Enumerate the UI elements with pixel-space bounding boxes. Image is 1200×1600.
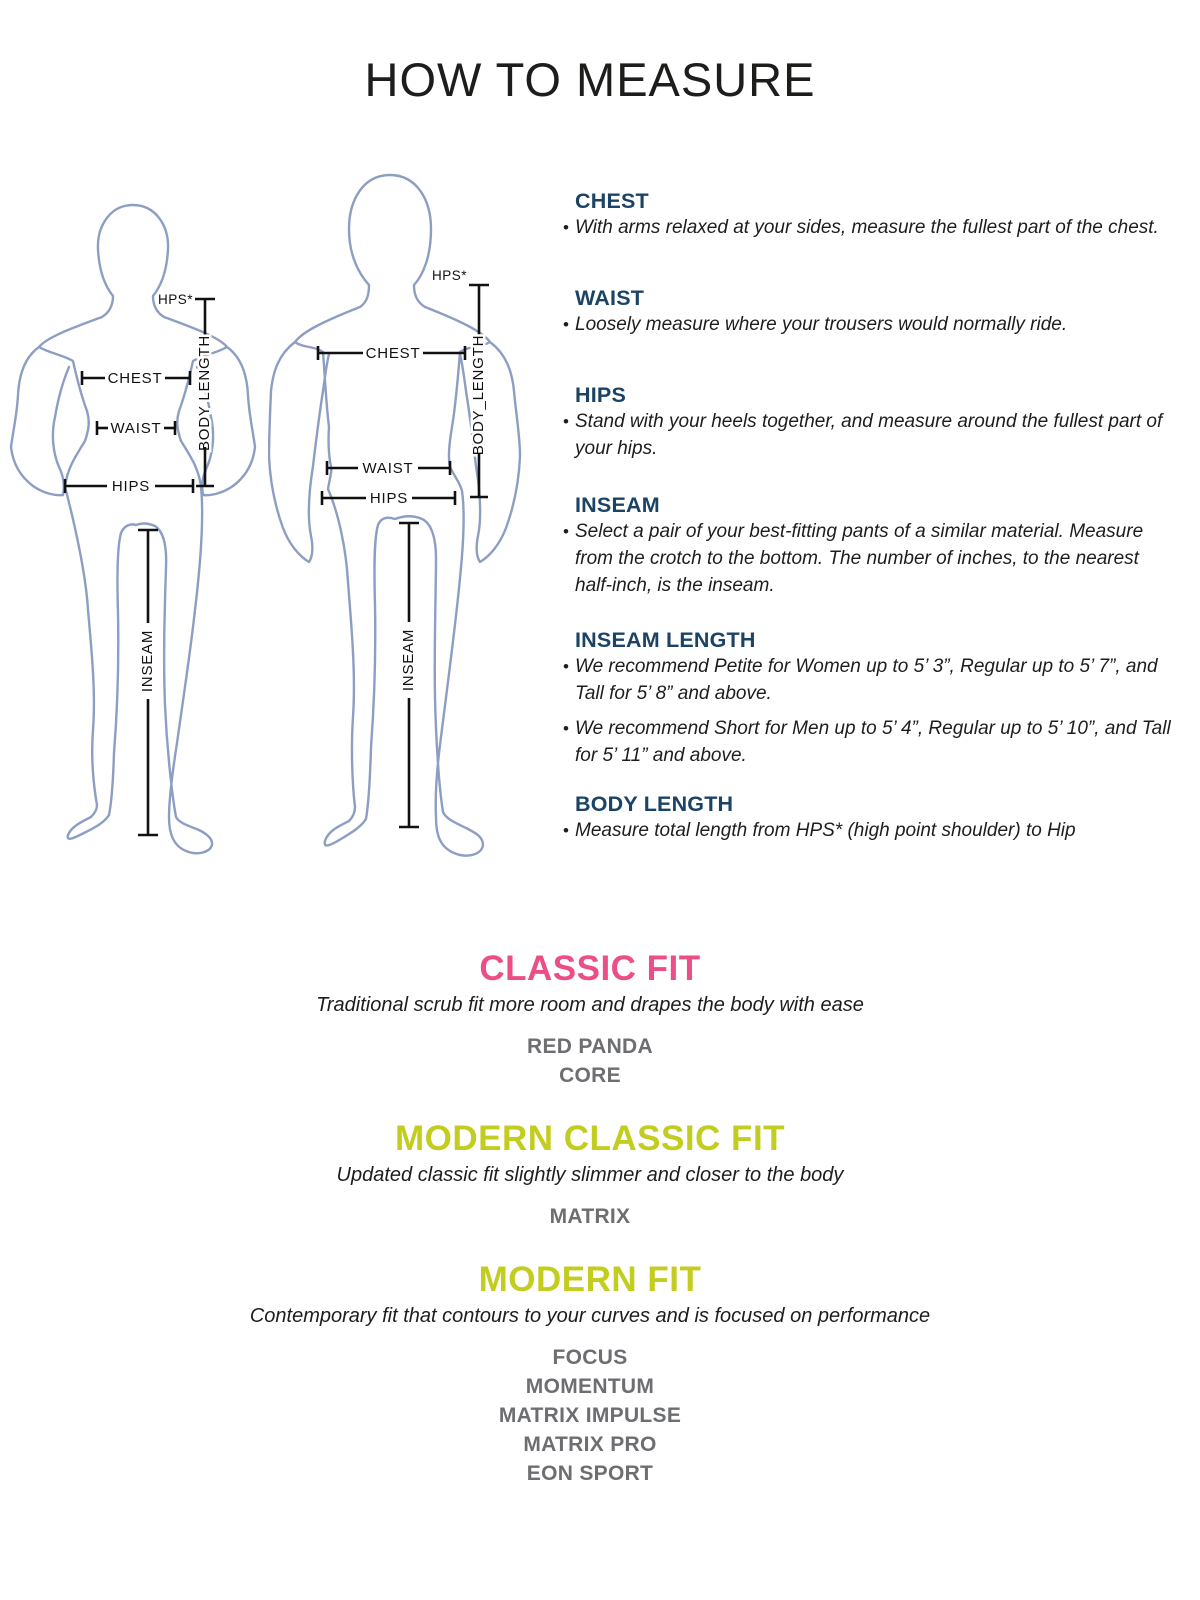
product-name: MOMENTUM: [525, 1375, 655, 1398]
section-heading-inseam-length: INSEAM LENGTH: [575, 628, 756, 652]
bullet-icon: •: [563, 522, 569, 541]
male-inseam-label: INSEAM: [399, 628, 417, 692]
instruction-text: Measure total length from HPS* (high point shoulder) to Hip: [575, 820, 1076, 841]
male-bodylength-label: BODY_LENGTH: [469, 334, 487, 456]
product-name: FOCUS: [552, 1346, 628, 1369]
product-name: MATRIX: [549, 1205, 631, 1228]
section-heading-body-length: BODY LENGTH: [575, 792, 734, 816]
fit-name-modern-classic: MODERN CLASSIC FIT: [394, 1119, 786, 1158]
instruction-bullet: [563, 817, 1175, 844]
instruction-text: We recommend Short for Men up to 5’ 4”, Regular up to 5’ 10”, and Tall for 5’ 11” and above.: [575, 718, 1171, 766]
instruction-bullet: [563, 518, 1175, 599]
section-heading-hips: HIPS: [575, 383, 626, 407]
instruction-section-waist: [563, 285, 1175, 338]
bullet-icon: •: [563, 657, 569, 676]
fit-name-classic: CLASSIC FIT: [479, 949, 701, 988]
female-left-arm-outline: [11, 347, 69, 495]
product-name: MATRIX IMPULSE: [498, 1404, 682, 1427]
fit-block-modern: [0, 1259, 1180, 1488]
fit-products-modern-classic: [0, 1202, 1180, 1231]
instruction-bullet: [563, 653, 1175, 707]
fit-name-modern: MODERN FIT: [478, 1260, 702, 1299]
fit-description-modern: Contemporary fit that contours to your curves and is focused on performance: [249, 1305, 931, 1327]
instruction-bullet: [563, 311, 1175, 338]
female-waist-label: WAIST: [110, 420, 162, 437]
bullet-icon: •: [563, 719, 569, 738]
male-chest-label: CHEST: [365, 345, 421, 362]
fit-products-modern: [0, 1343, 1180, 1488]
instruction-section-chest: [563, 188, 1175, 241]
page-title: HOW TO MEASURE: [364, 53, 816, 106]
fit-block-classic: [0, 948, 1180, 1090]
product-name: RED PANDA: [527, 1035, 653, 1058]
instruction-section-inseam: [563, 492, 1175, 599]
bullet-icon: •: [563, 315, 569, 334]
female-hips-label: HIPS: [111, 478, 151, 495]
instruction-text: Stand with your heels together, and measure around the fullest part of your hips.: [575, 411, 1163, 459]
measurement-instructions: [563, 188, 1175, 888]
instruction-text: Select a pair of your best-fitting pants of a similar material. Measure from the crotch to the bottom. The number of inches, to the nearest half-inch, is the inseam.: [575, 521, 1144, 596]
instruction-text: Loosely measure where your trousers would normally ride.: [575, 314, 1068, 335]
instruction-section-inseam-length: [563, 627, 1175, 769]
bullet-icon: •: [563, 412, 569, 431]
fit-block-modern-classic: [0, 1118, 1180, 1231]
product-name: MATRIX PRO: [523, 1433, 657, 1456]
fit-description-modern-classic: Updated classic fit slightly slimmer and closer to the body: [336, 1164, 844, 1186]
female-hps-label: HPS*: [157, 292, 193, 307]
female-body-outline: [39, 205, 227, 853]
female-inseam-label: INSEAM: [138, 629, 156, 693]
bullet-icon: •: [563, 218, 569, 237]
female-chest-label: CHEST: [107, 370, 163, 387]
bullet-icon: •: [563, 821, 569, 840]
fit-description-classic: Traditional scrub fit more room and drapes the body with ease: [316, 994, 864, 1016]
male-hps-label: HPS*: [431, 268, 467, 283]
instruction-bullet: [563, 214, 1175, 241]
male-left-arm-outline: [269, 342, 329, 562]
section-heading-chest: CHEST: [575, 189, 649, 213]
male-figure-diagram: [268, 165, 530, 875]
male-hips-label: HIPS: [369, 490, 409, 507]
section-heading-waist: WAIST: [575, 286, 645, 310]
section-heading-inseam: INSEAM: [575, 493, 660, 517]
female-figure-diagram: [5, 195, 263, 875]
instruction-text: We recommend Petite for Women up to 5’ 3”, Regular up to 5’ 7”, and Tall for 5’ 8” and above.: [575, 656, 1158, 704]
product-name: CORE: [559, 1064, 621, 1087]
male-waist-label: WAIST: [362, 460, 414, 477]
fit-guide: [0, 948, 1180, 1516]
instruction-section-body-length: [563, 791, 1175, 844]
product-name: EON SPORT: [526, 1462, 654, 1485]
instruction-text: With arms relaxed at your sides, measure the fullest part of the chest.: [575, 217, 1159, 238]
instruction-section-hips: [563, 382, 1175, 462]
instruction-bullet: [563, 715, 1175, 769]
female-bodylength-label: BODY LENGTH: [195, 334, 213, 452]
instruction-bullet: [563, 408, 1175, 462]
fit-products-classic: [0, 1032, 1180, 1090]
